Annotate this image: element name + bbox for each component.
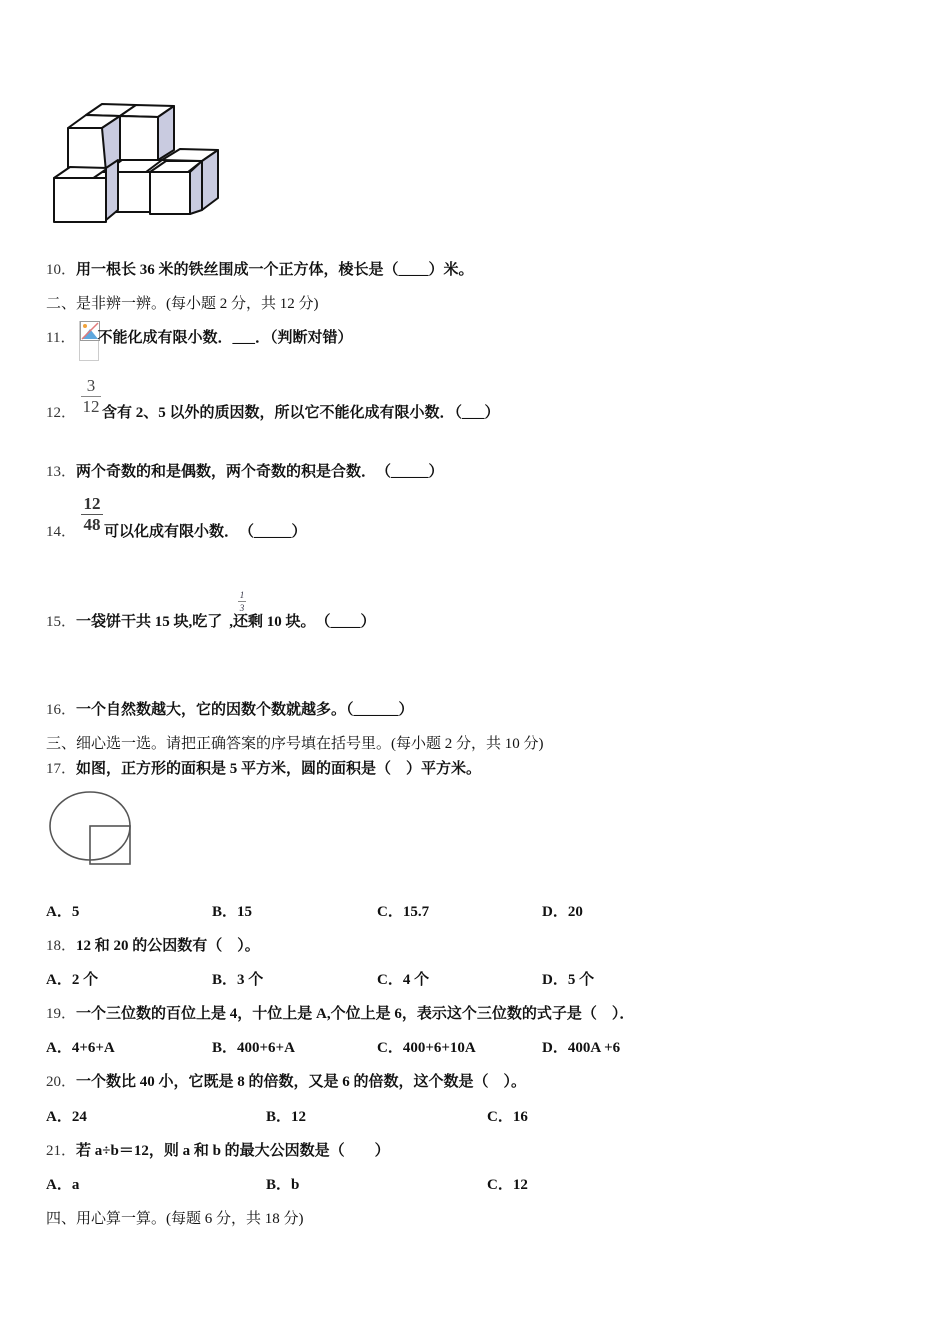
- q20-option-a[interactable]: A．24: [46, 1109, 87, 1125]
- question-text: 一个自然数越大，它的因数个数就越多。（: [76, 702, 354, 718]
- question-number: 18．: [46, 938, 77, 954]
- question-number: 11．: [46, 330, 76, 346]
- question-20: [46, 1072, 526, 1092]
- question-13: [46, 462, 444, 482]
- question-text: 可以化成有限小数． （: [104, 524, 255, 540]
- q18-option-a[interactable]: A．2 个: [46, 972, 99, 988]
- question-tail: ．（判断对错）: [254, 330, 353, 346]
- question-tail: ）: [428, 464, 444, 480]
- q19-option-a[interactable]: A．4+6+A: [46, 1040, 115, 1056]
- question-text: 若 a÷b＝12，则 a 和 b 的最大公因数是（ ）: [76, 1143, 390, 1159]
- question-text: 两个奇数的和是偶数，两个奇数的积是合数． （: [76, 464, 392, 480]
- question-tail: ）米。: [428, 262, 474, 278]
- question-text: 用一根长 36 米的铁丝围成一个正方体，棱长是（: [76, 262, 399, 278]
- question-text: 含有 2、5 以外的质因数，所以它不能化成有限小数．（: [102, 405, 463, 421]
- answer-blank[interactable]: ____: [398, 262, 429, 278]
- answer-blank[interactable]: ___: [462, 405, 485, 421]
- question-18: [46, 936, 260, 956]
- q20-option-c[interactable]: C．16: [487, 1109, 528, 1125]
- question-12: [46, 403, 500, 423]
- question-number: 12．: [46, 405, 77, 421]
- q21-option-b[interactable]: B．b: [266, 1177, 300, 1193]
- question-number: 10．: [46, 262, 77, 278]
- q20-option-b[interactable]: B．12: [266, 1109, 307, 1125]
- question-tail: ）: [291, 524, 307, 540]
- question-21: [46, 1141, 390, 1161]
- fraction-1-3: [238, 590, 246, 613]
- question-text: 一个数比 40 小，它既是 8 的倍数，又是 6 的倍数，这个数是（ ）。: [76, 1074, 527, 1090]
- numerator: 12: [83, 494, 101, 513]
- question-number: 15．: [46, 614, 77, 630]
- section-4-title: [46, 1209, 304, 1229]
- q18-option-d[interactable]: D．5 个: [542, 972, 595, 988]
- answer-blank[interactable]: ___: [232, 330, 255, 346]
- q19-option-d[interactable]: D．400A +6: [542, 1040, 621, 1056]
- section-title: 四、用心算一算。(每题 6 分，共 18 分): [46, 1211, 304, 1227]
- question-17: [46, 759, 481, 779]
- question-number: 17．: [46, 761, 77, 777]
- question-text: 不能化成有限小数．: [97, 330, 233, 346]
- denominator: 48: [83, 515, 101, 534]
- circle-square-figure: [48, 790, 134, 866]
- question-text: 一袋饼干共 15 块,吃了: [76, 614, 223, 630]
- q17-option-c[interactable]: C．15.7: [377, 904, 430, 920]
- cubes-figure: [50, 100, 222, 226]
- question-number: 21．: [46, 1143, 77, 1159]
- q17-option-a[interactable]: A．5: [46, 904, 80, 920]
- q17-option-b[interactable]: B．15: [212, 904, 253, 920]
- answer-blank[interactable]: _____: [391, 464, 429, 480]
- q21-option-a[interactable]: A．a: [46, 1177, 80, 1193]
- question-10: [46, 260, 474, 280]
- question-text: 12 和 20 的公因数有（ ）。: [76, 938, 260, 954]
- question-tail: ）: [360, 614, 376, 630]
- question-number: 16．: [46, 702, 77, 718]
- section-3-title: [46, 734, 544, 754]
- question-text: 如图，正方形的面积是 5 平方米，圆的面积是（ ）平方米。: [76, 761, 482, 777]
- q21-option-c[interactable]: C．12: [487, 1177, 528, 1193]
- numerator: 1: [239, 590, 245, 600]
- q17-option-d[interactable]: D．20: [542, 904, 583, 920]
- denominator: 12: [82, 397, 100, 416]
- question-16: [46, 700, 414, 720]
- question-text-2: ,还剩 10 块。 （: [229, 614, 331, 630]
- numerator: 3: [86, 376, 96, 395]
- q18-option-c[interactable]: C．4 个: [377, 972, 430, 988]
- answer-blank[interactable]: _____: [254, 524, 292, 540]
- question-15: [46, 612, 376, 632]
- question-number: 19．: [46, 1006, 77, 1022]
- section-title: 二、是非辨一辨。(每小题 2 分，共 12 分): [46, 296, 319, 312]
- question-text: 一个三位数的百位上是 4，十位上是 A,个位上是 6，表示这个三位数的式子是（ ）．: [76, 1006, 635, 1022]
- question-14: [46, 522, 307, 542]
- denominator: 3: [239, 603, 245, 613]
- answer-blank[interactable]: ____: [330, 614, 361, 630]
- question-tail: ）: [398, 702, 414, 718]
- q18-option-b[interactable]: B．3 个: [212, 972, 264, 988]
- q19-option-c[interactable]: C．400+6+10A: [377, 1040, 476, 1056]
- question-tail: ）: [484, 405, 500, 421]
- q19-option-b[interactable]: B．400+6+A: [212, 1040, 295, 1056]
- answer-blank[interactable]: ______: [353, 702, 399, 718]
- section-title: 三、细心选一选。请把正确答案的序号填在括号里。(每小题 2 分，共 10 分): [46, 736, 544, 752]
- section-2-title: [46, 294, 319, 314]
- question-number: 20．: [46, 1074, 77, 1090]
- question-11: [46, 328, 352, 348]
- question-number: 13．: [46, 464, 77, 480]
- question-number: 14．: [46, 524, 77, 540]
- question-19: [46, 1004, 634, 1024]
